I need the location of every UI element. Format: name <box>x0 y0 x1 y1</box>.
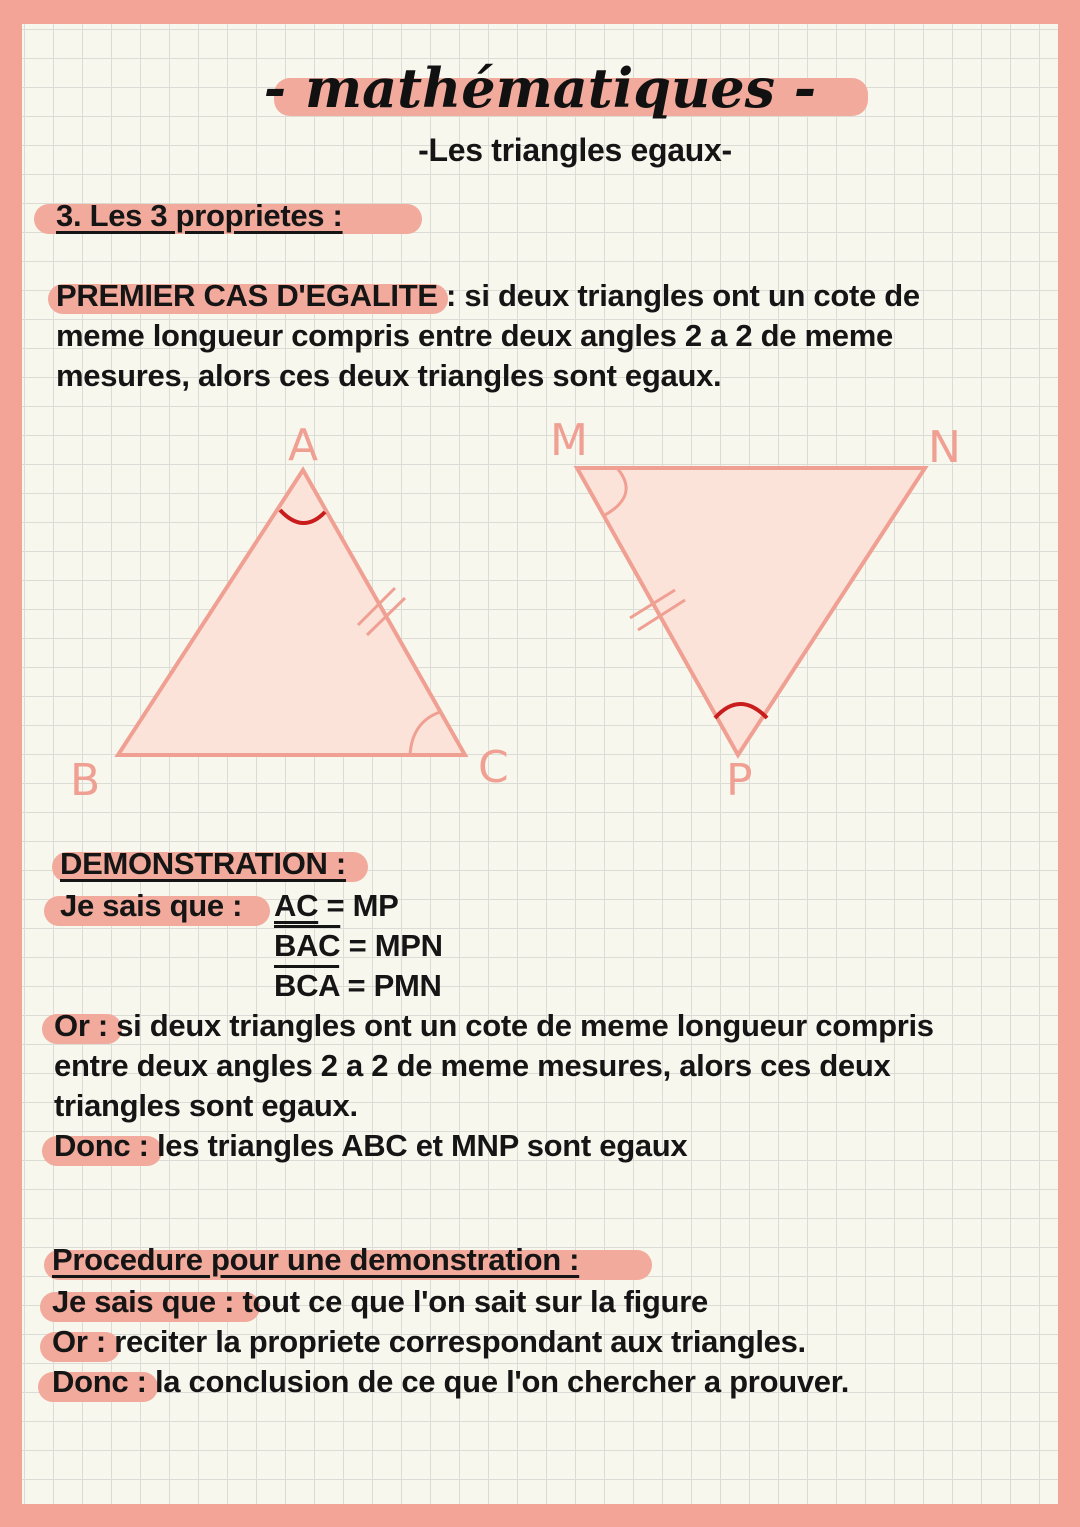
donc-label: Donc : <box>52 1364 147 1399</box>
or-text: si deux triangles ont un cote de meme longueur compris <box>107 1008 934 1043</box>
fact-1 <box>274 888 399 924</box>
section-heading: 3. Les 3 proprietes : <box>56 198 343 233</box>
je-sais-label: Je sais que : <box>52 1284 235 1319</box>
fact-left: AC <box>274 888 319 923</box>
procedure-je-sais <box>52 1284 708 1320</box>
fact-3 <box>274 968 442 1004</box>
vertex-label-p: P <box>726 755 753 806</box>
vertex-label-n: N <box>928 422 961 473</box>
vertex-label-b: B <box>70 755 101 806</box>
triangle-mnp <box>550 415 961 806</box>
fact-left: $\overline{BCA}$ <box>274 968 340 1003</box>
donc-text: la conclusion de ce que l'on chercher a prouver. <box>146 1364 850 1399</box>
vertex-label-m: M <box>550 415 588 466</box>
fact-2 <box>274 928 443 964</box>
je-sais-label: Je sais que : <box>60 888 243 923</box>
procedure-or <box>52 1324 806 1360</box>
fact-left: $\overline{BAC}$ <box>274 928 341 963</box>
case-text: si deux triangles ont un cote de <box>456 278 920 313</box>
or-line2: entre deux angles 2 a 2 de meme mesures, alors ces deux <box>54 1048 891 1083</box>
or-label: Or : <box>54 1008 108 1043</box>
fact-right: = PMN <box>347 968 442 1003</box>
vertex-label-a: A <box>288 420 319 471</box>
donc-line <box>54 1128 687 1164</box>
donc-text: les triangles ABC et MNP sont egaux <box>148 1128 688 1163</box>
case-statement-line2: meme longueur compris entre deux angles 2 a 2 de meme <box>56 318 893 353</box>
donc-label: Donc : <box>54 1128 149 1163</box>
fact-right: = MP <box>326 888 399 923</box>
or-line3: triangles sont egaux. <box>54 1088 358 1123</box>
procedure-heading: Procedure pour une demonstration : <box>52 1242 580 1277</box>
demo-heading: DEMONSTRATION : <box>60 846 346 881</box>
triangle-abc <box>70 420 509 806</box>
case-label: PREMIER CAS D'EGALITE : <box>56 278 457 313</box>
procedure-donc <box>52 1364 849 1400</box>
je-sais-text: tout ce que l'on sait sur la figure <box>234 1284 708 1319</box>
case-statement-line3: mesures, alors ces deux triangles sont egaux. <box>56 358 722 393</box>
or-text: reciter la propriete correspondant aux triangles. <box>105 1324 806 1359</box>
fact-right: = MPN <box>348 928 443 963</box>
page-title: - mathématiques - <box>263 56 817 120</box>
or-label: Or : <box>52 1324 106 1359</box>
or-line1 <box>54 1008 934 1044</box>
page-subtitle: -Les triangles egaux- <box>418 132 732 168</box>
vertex-label-c: C <box>478 742 509 793</box>
